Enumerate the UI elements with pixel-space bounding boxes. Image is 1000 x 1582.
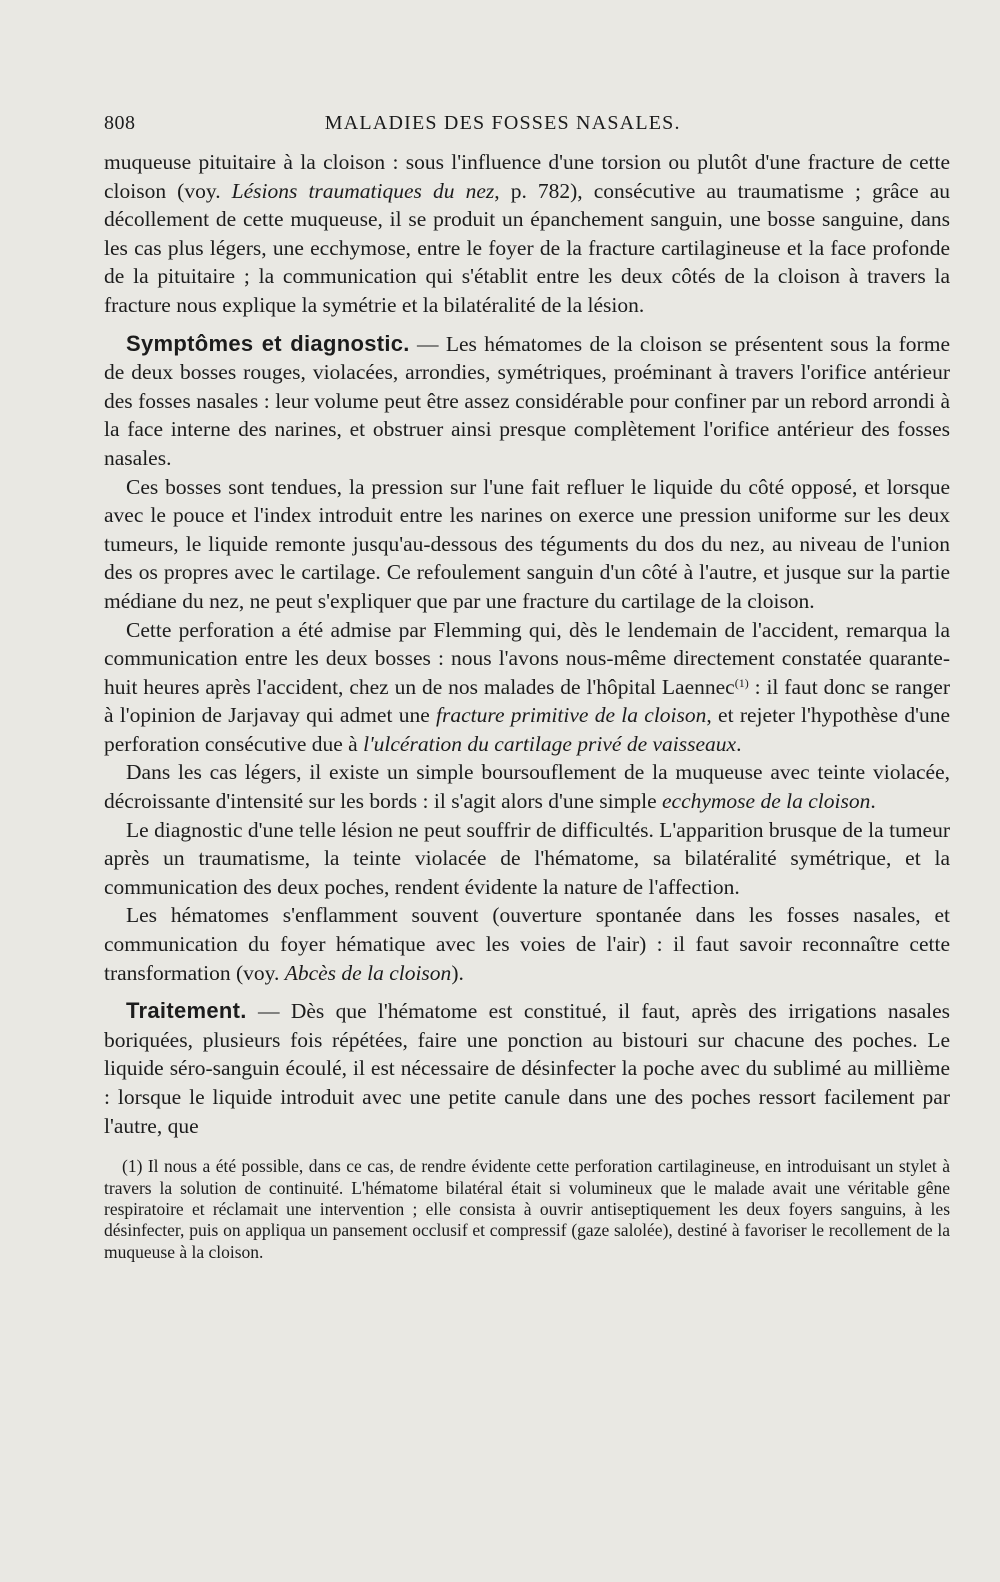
paragraph-treatment: Traitement. — Dès que l'hématome est constitué, il faut, après des irrigations nasales boriquées, plusieurs fois répétées, faire une ponction au bistouri sur chacune des poches. Le liquide séro-sanguin écoulé, il est nécessaire de désinfecter la poche avec du sublimé au millième : lorsque le liquide introduit avec une petite canule dans une des poches ressort facilement par l'autre, que — [104, 998, 950, 1138]
cross-reference: Abcès de la cloison — [284, 960, 452, 985]
paragraph-mild-cases: Dans les cas légers, il existe un simple boursouflement de la muqueuse avec teinte violacée, décroissante d'intensité sur les bords : il s'agit alors d'une simple ecchymose de la cloison. — [104, 760, 950, 814]
footnote-reference: (1) — [734, 675, 749, 690]
running-title: MALADIES DES FOSSES NASALES. — [324, 112, 681, 134]
paragraph-diagnosis: Le diagnostic d'une telle lésion ne peut souffrir de difficultés. L'apparition brusque de la tumeur après un traumatisme, la teinte violacée de l'hématome, sa bilatéralité symétrique, et la communication des deux poches, rendent évidente la nature de l'affection. — [104, 817, 950, 899]
page-header — [104, 112, 950, 142]
paragraph-inflammation: Les hématomes s'enflamment souvent (ouverture spontanée dans les fosses nasales, et communication du foyer hématique avec les voies de l'air) : il faut savoir reconnaître cette transformation (voy. Abcès de la cloison). — [104, 903, 950, 985]
paragraph-pressure: Ces bosses sont tendues, la pression sur l'une fait refluer le liquide du côté opposé, et lorsque avec le pouce et l'index introduit entre les narines on exerce une pression uniforme sur les deux tumeurs, le liquide remonte jusqu'au-dessous des téguments du dos du nez, au niveau de l'union des os propres avec le cartilage. Ce refoulement sanguin d'un côté à l'autre, et jusque sur la partie médiane du nez, ne peut s'expliquer que par une fracture du cartilage de la cloison. — [104, 474, 950, 613]
cross-reference: Lésions traumatiques du nez — [231, 178, 495, 203]
section-heading-symptoms: Symptômes et diagnostic. — [126, 330, 410, 356]
paragraph-symptoms: Symptômes et diagnostic. — Les hématomes de la cloison se présentent sous la forme de deux bosses rouges, violacées, arrondies, symétriques, proéminant à travers l'orifice antérieur des fosses nasales : leur volume peut être assez considérable pour confiner par un rebord arrondi à la face interne des narines, et obstruer ainsi presque complètement l'orifice antérieur des fosses nasales. — [104, 330, 950, 470]
paragraph-perforation: Cette perforation a été admise par Flemming qui, dès le lendemain de l'accident, remarqua la communication entre les deux bosses : nous l'avons nous-même directement constatée quarante-huit heures après l'accident, chez un de nos malades de l'hôpital Laennec$^{(1)}$ : il faut donc se ranger à l'opinion de Jarjavay qui admet une fracture primitive de la cloison, et rejeter l'hypothèse d'une perforation consécutive due à l'ulcération du cartilage privé de vaisseaux. — [104, 617, 950, 756]
footnote: (1) Il nous a été possible, dans ce cas, de rendre évidente cette perforation cartilagineuse, en introduisant un stylet à travers la solution de continuité. L'hématome bilatéral était si volumineux que le malade avait une véritable gêne respiratoire et réclamait une intervention ; elle consista à ouvrir antiseptiquement les deux foyers sanguins, à les désinfecter, puis on appliqua un pansement occlusif et compressif (gaze salolée), destiné à favoriser le recollement de la muqueuse à la cloison. — [104, 1156, 950, 1262]
footnote-marker: (1) — [122, 1156, 143, 1177]
book-page — [104, 112, 950, 1281]
paragraph-continuation: muqueuse pituitaire à la cloison : sous l'influence d'une torsion ou plutôt d'une fracture de cette cloison (voy. Lésions traumatiques du nez, p. 782), consécutive au traumatisme ; grâce au décollement de cette muqueuse, il se produit un épanchement sanguin, une bosse sanguine, dans les cas plus légers, une ecchymose, entre le foyer de la fracture cartilagineuse et la face profonde de la pituitaire ; la communication qui s'établit entre les deux côtés de la cloison à travers la fracture nous explique la symétrie et la bilatéralité de la lésion. — [104, 150, 950, 317]
section-heading-treatment: Traitement. — [126, 998, 247, 1024]
page-number: 808 — [104, 112, 136, 134]
